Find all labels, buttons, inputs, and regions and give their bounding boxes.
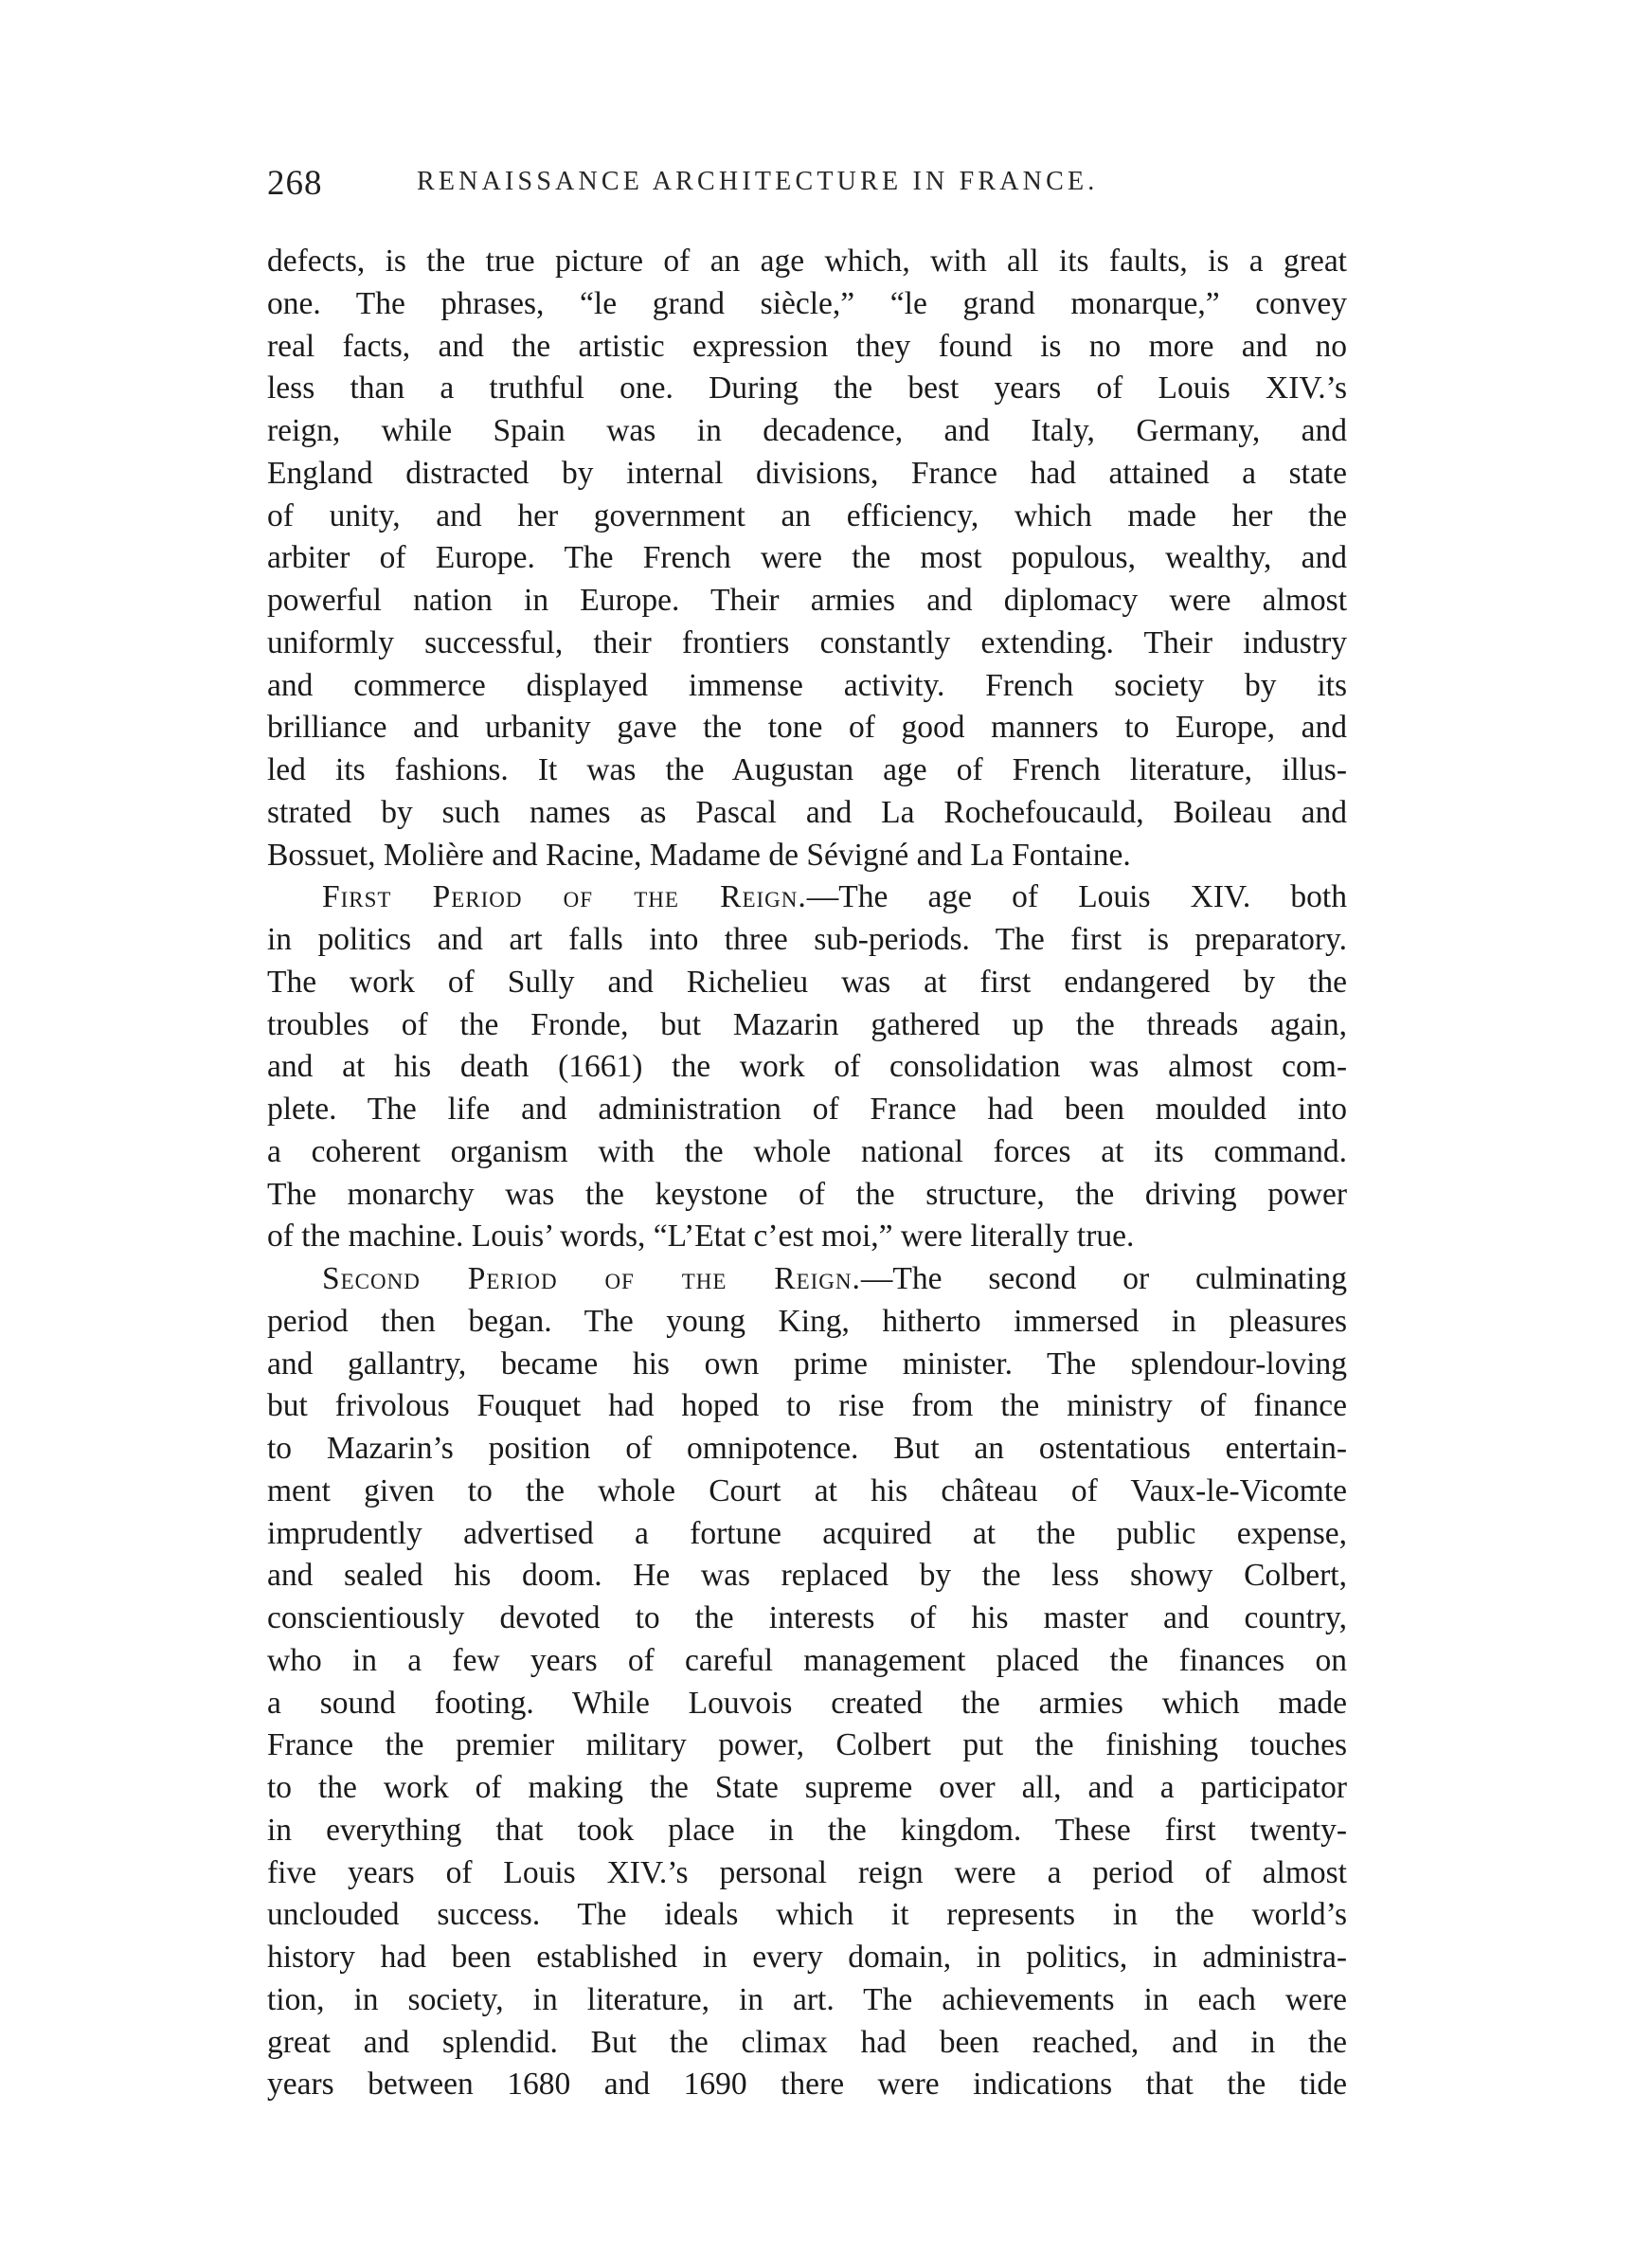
section-heading-second-period: Second Period of the Reign. — [322, 1261, 861, 1296]
running-head-title: RENAISSANCE ARCHITECTURE IN FRANCE. — [417, 167, 1099, 196]
text-line: and gallantry, became his own prime minister. The splendour-loving — [267, 1345, 1347, 1381]
text-line: a coherent organism with the whole national forces at its command. — [267, 1133, 1347, 1169]
text-line: of the machine. Louis’ words, “L’Etat c’est moi,” were literally true. — [267, 1219, 1135, 1255]
text-line: England distracted by internal divisions, France had attained a state — [267, 455, 1347, 491]
text-line: strated by such names as Pascal and La Rochefoucauld, Boileau and — [267, 794, 1347, 830]
text-line: ment given to the whole Court at his château of Vaux-le-Vicomte — [267, 1472, 1347, 1508]
text-line: Bossuet, Molière and Racine, Madame de Sévigné and La Fontaine. — [267, 837, 1131, 873]
text-line: reign, while Spain was in decadence, and Italy, Germany, and — [267, 413, 1347, 448]
text-line: history had been established in every domain, in politics, in administra- — [267, 1940, 1347, 1975]
text-line: of unity, and her government an efficiency, which made her the — [267, 497, 1347, 533]
text-line: less than a truthful one. During the best years of Louis XIV.’s — [267, 370, 1347, 406]
text-line: a sound footing. While Louvois created the armies which made — [267, 1685, 1347, 1721]
text-line: brilliance and urbanity gave the tone of good manners to Europe, and — [267, 710, 1347, 746]
text-line: The work of Sully and Richelieu was at first endangered by the — [267, 964, 1347, 1000]
text-line: to the work of making the State supreme over all, and a participator — [267, 1770, 1347, 1805]
text-line: uniformly successful, their frontiers constantly extending. Their industry — [267, 624, 1347, 660]
text-line: in everything that took place in the kingdom. These first twenty- — [267, 1812, 1347, 1848]
text-line: unclouded success. The ideals which it represents in the world’s — [267, 1897, 1347, 1933]
text-line: France the premier military power, Colbert put the finishing touches — [267, 1727, 1347, 1763]
text-line: who in a few years of careful management placed the finances on — [267, 1642, 1347, 1678]
text-line: arbiter of Europe. The French were the most populous, wealthy, and — [267, 540, 1347, 576]
text-line: years between 1680 and 1690 there were indications that the tide — [267, 2067, 1347, 2103]
section-heading-first-period: First Period of the Reign. — [322, 879, 807, 915]
text-line: plete. The life and administration of France had been moulded into — [267, 1092, 1347, 1127]
text-line: imprudently advertised a fortune acquired at the public expense, — [267, 1515, 1347, 1551]
text-run: —The second or culminating — [860, 1261, 1347, 1296]
text-line: to Mazarin’s position of omnipotence. But an ostentatious entertain- — [267, 1431, 1347, 1466]
text-line: conscientiously devoted to the interests of his master and country, — [267, 1600, 1347, 1635]
text-line: The monarchy was the keystone of the structure, the driving power — [267, 1176, 1347, 1212]
text-line: powerful nation in Europe. Their armies and diplomacy were almost — [267, 583, 1347, 618]
text-line: but frivolous Fouquet had hoped to rise from the ministry of finance — [267, 1388, 1347, 1424]
text-line: great and splendid. But the climax had been reached, and in the — [267, 2024, 1347, 2060]
running-head — [267, 163, 1347, 210]
text-line: and sealed his doom. He was replaced by the less showy Colbert, — [267, 1558, 1347, 1594]
text-line: in politics and art falls into three sub-periods. The first is preparatory. — [267, 922, 1347, 957]
text-line: five years of Louis XIV.’s personal reign were a period of almost — [267, 1854, 1347, 1890]
page-number: 268 — [267, 164, 323, 203]
text-line: led its fashions. It was the Augustan age of French literature, illus- — [267, 752, 1347, 787]
text-line: and commerce displayed immense activity. French society by its — [267, 667, 1347, 703]
text-line: troubles of the Fronde, but Mazarin gathered up the threads again, — [267, 1006, 1347, 1042]
paragraph-first-line — [267, 876, 1347, 919]
text-line: one. The phrases, “le grand siècle,” “le grand monarque,” convey — [267, 285, 1347, 321]
text-line: real facts, and the artistic expression they found is no more and no — [267, 328, 1347, 364]
text-line: and at his death (1661) the work of consolidation was almost com- — [267, 1049, 1347, 1085]
text-line: period then began. The young King, hitherto immersed in pleasures — [267, 1303, 1347, 1339]
body-text — [267, 241, 1347, 2106]
text-run: —The age of Louis XIV. both — [806, 879, 1347, 915]
text-line: tion, in society, in literature, in art. The achievements in each were — [267, 1981, 1347, 2017]
paragraph-first-line — [267, 1258, 1347, 1301]
text-line: defects, is the true picture of an age which, with all its faults, is a great — [267, 244, 1347, 279]
